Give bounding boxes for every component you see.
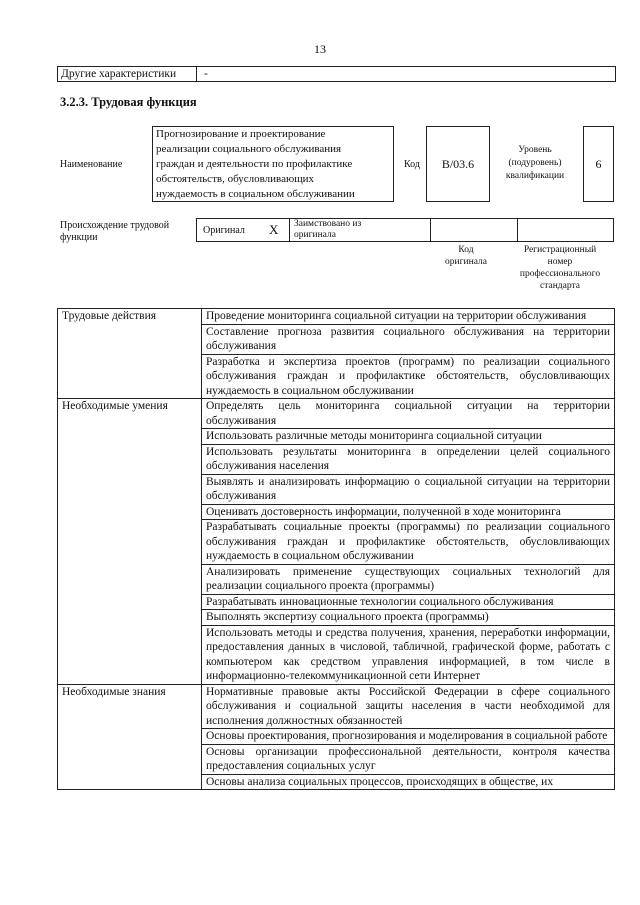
table-cell: Основы организации профессиональной деятельности, контроля качества предоставления социальных услуг [202, 744, 615, 774]
table-cell: Основы анализа социальных процессов, происходящих в обществе, их [202, 774, 615, 790]
level-label-line: (подуровень) [508, 158, 562, 168]
origin-original-cell [197, 219, 290, 241]
table-cell: Выполнять экспертизу социального проекта (программы) [202, 610, 615, 626]
code-original-caption [434, 244, 498, 268]
function-details-table [57, 308, 615, 790]
qualification-level-label [500, 144, 570, 183]
code-label: Код [404, 159, 420, 170]
table-cell: Анализировать применение существующих социальных технологий для реализации социального проекта (программы) [202, 564, 615, 594]
group-label: Необходимые знания [58, 684, 202, 790]
borrowed-label-line: оригинала [294, 230, 336, 240]
table-cell: Использовать методы и средства получения, хранения, переработки информации, предоставления данных в числовой, табличной, графической форме, работать с компьютером как средством управления информацией, в том числе в информационно-телекоммуникационной сети Интернет [202, 625, 615, 684]
origin-label [60, 220, 195, 244]
origin-code-cell [431, 219, 518, 241]
code-original-line: оригинала [445, 257, 487, 267]
table-cell: Основы проектирования, прогнозирования и моделирования в социальной работе [202, 729, 615, 745]
table-cell: Нормативные правовые акты Российской Федерации в сфере социального обслуживания и социальной защиты населения в части необходимой для исполнения должностных обязанностей [202, 684, 615, 729]
table-row [58, 399, 615, 429]
code-value: В/03.6 [426, 126, 490, 202]
reg-number-line: стандарта [540, 281, 580, 291]
group-label: Трудовые действия [58, 309, 202, 399]
function-name-line: граждан и деятельности по профилактике [156, 158, 353, 170]
function-name-line: обстоятельств, обусловливающих [156, 173, 315, 185]
origin-label-line: функции [60, 232, 98, 243]
borrowed-label [294, 219, 361, 241]
function-name-line: реализации социального обслуживания [156, 143, 342, 155]
original-label: Оригинал [203, 225, 245, 236]
other-characteristics-value: - [204, 68, 208, 80]
registration-number-caption [508, 244, 612, 292]
borrowed-label-line: Заимствовано из [294, 219, 362, 229]
function-name-box [152, 126, 394, 202]
table-cell: Оценивать достоверность информации, полученной в ходе мониторинга [202, 504, 615, 520]
page-number: 13 [314, 42, 326, 56]
level-label-line: Уровень [518, 145, 552, 155]
origin-borrowed-cell [290, 219, 431, 241]
table-cell: Разработка и экспертиза проектов (программ) по реализации социального обслуживания граждан и профилактике обстоятельств, обусловливающих нуждаемость в социальном обслуживании [202, 354, 615, 399]
level-label-line: квалификации [505, 171, 565, 181]
other-characteristics-label: Другие характеристики [61, 68, 177, 80]
table-cell: Определять цель мониторинга социальной ситуации на территории обслуживания [202, 399, 615, 429]
table-cell: Разрабатывать инновационные технологии социального обслуживания [202, 594, 615, 610]
table-row [58, 309, 615, 325]
divider [196, 67, 197, 81]
table-cell: Использовать различные методы мониторинга социальной ситуации [202, 429, 615, 445]
origin-label-line: Происхождение трудовой [60, 220, 170, 231]
name-label: Наименование [60, 159, 123, 170]
qualification-level-value: 6 [583, 126, 614, 202]
table-cell: Проведение мониторинга социальной ситуации на территории обслуживания [202, 309, 615, 325]
reg-number-line: профессионального [519, 269, 601, 279]
original-mark: X [269, 222, 279, 237]
table-cell: Использовать результаты мониторинга в определении целей социального обслуживания населения [202, 444, 615, 474]
table-cell: Разрабатывать социальные проекты (программы) по реализации социального обслуживания граждан и профилактике обстоятельств, обусловливающих нуждаемость в социальном обслуживании [202, 520, 615, 565]
other-characteristics-row [57, 66, 616, 82]
origin-reg-cell [518, 219, 613, 241]
table-row [58, 684, 615, 729]
code-original-line: Код [458, 245, 474, 255]
section-heading: 3.2.3. Трудовая функция [60, 95, 197, 109]
group-label: Необходимые умения [58, 399, 202, 685]
function-name-line: нуждаемость в социальном обслуживании [156, 188, 355, 200]
origin-table [196, 218, 614, 242]
reg-number-line: Регистрационный [523, 245, 597, 255]
table-cell: Составление прогноза развития социального обслуживания на территории обслуживания [202, 324, 615, 354]
function-name-line: Прогнозирование и проектирование [156, 128, 326, 140]
reg-number-line: номер [547, 257, 573, 267]
table-cell: Выявлять и анализировать информацию о социальной ситуации на территории обслуживания [202, 474, 615, 504]
